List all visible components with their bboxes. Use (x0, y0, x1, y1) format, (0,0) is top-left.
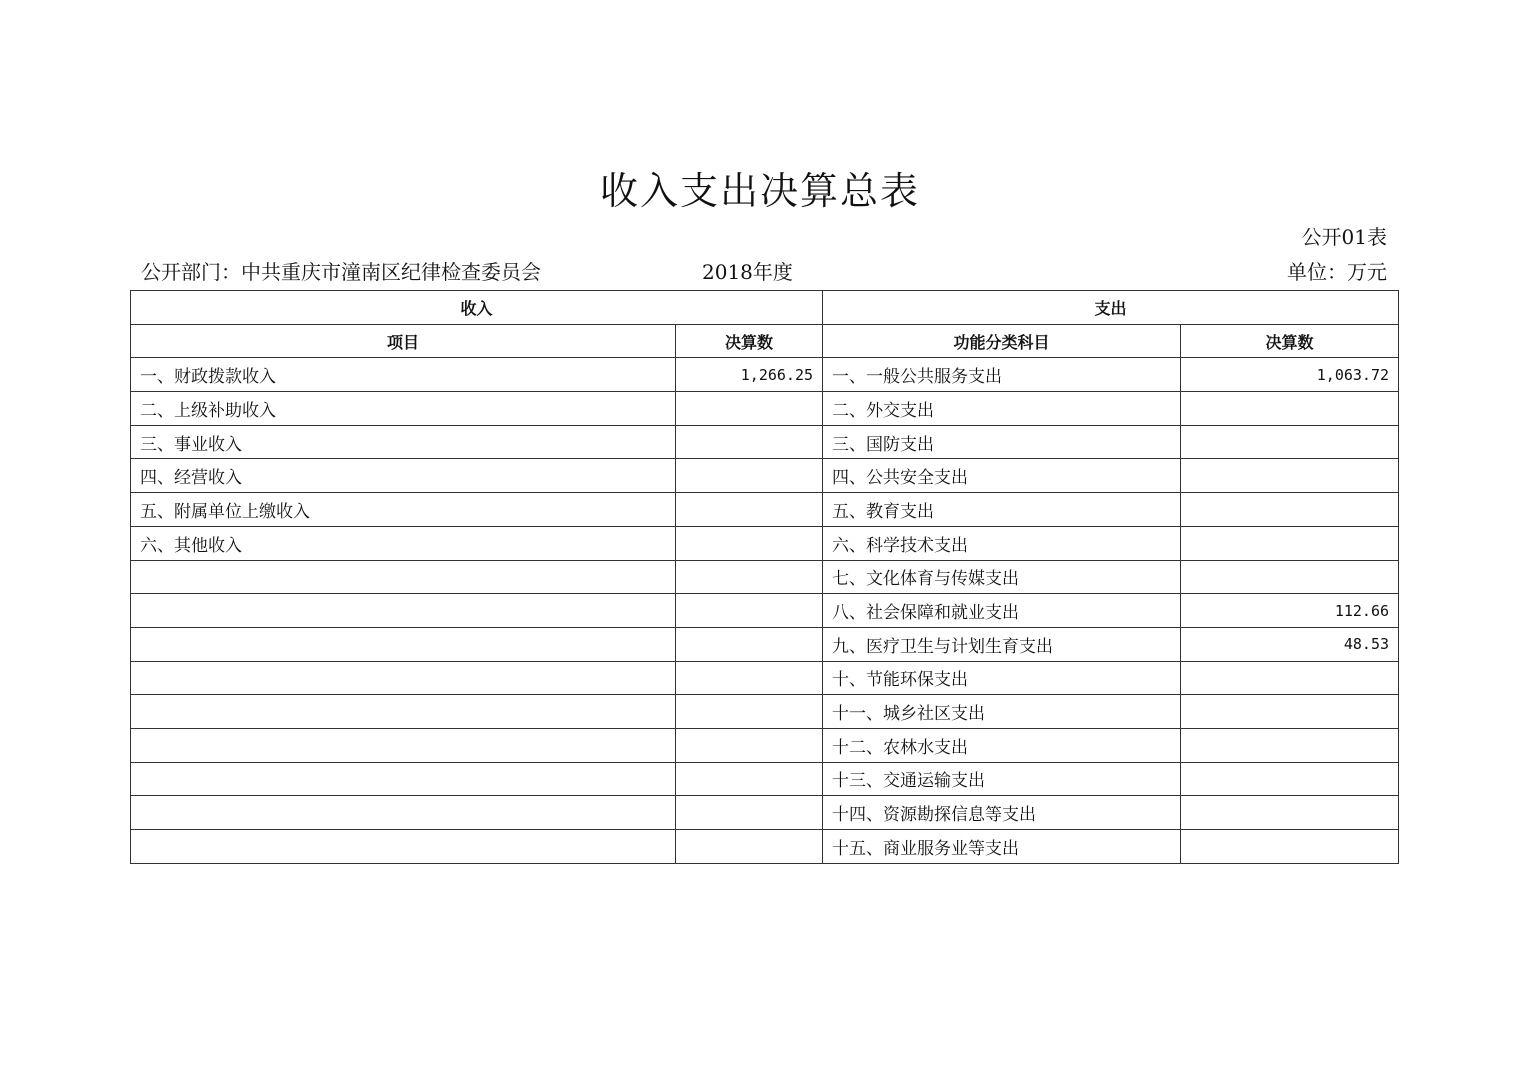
column-header-row (131, 324, 1399, 358)
table-row (131, 661, 1399, 695)
expense-amount-cell (1181, 493, 1399, 527)
table-row (131, 392, 1399, 426)
expense-amount-cell (1181, 796, 1399, 830)
income-amount-cell (676, 560, 823, 594)
income-amount-cell (676, 526, 823, 560)
income-item-cell (131, 627, 676, 661)
income-item-cell: 六、其他收入 (131, 526, 676, 560)
expense-item-cell: 八、社会保障和就业支出 (823, 594, 1181, 628)
income-amount-cell (676, 695, 823, 729)
income-amount-cell (676, 762, 823, 796)
income-amount-cell (676, 796, 823, 830)
income-amount-cell (676, 661, 823, 695)
expense-amount-cell: 48.53 (1181, 627, 1399, 661)
income-amount-cell (676, 425, 823, 459)
income-item-cell: 四、经营收入 (131, 459, 676, 493)
income-item-cell (131, 796, 676, 830)
income-item-header: 项目 (131, 324, 676, 358)
income-item-cell (131, 594, 676, 628)
expense-item-header: 功能分类科目 (823, 324, 1181, 358)
table-row (131, 762, 1399, 796)
income-item-cell (131, 762, 676, 796)
expense-item-cell: 十、节能环保支出 (823, 661, 1181, 695)
income-amount-cell (676, 594, 823, 628)
table-row (131, 627, 1399, 661)
income-amount-cell (676, 392, 823, 426)
expense-item-cell: 九、医疗卫生与计划生育支出 (823, 627, 1181, 661)
expense-item-cell: 十五、商业服务业等支出 (823, 830, 1181, 864)
income-amount-cell (676, 830, 823, 864)
meta-row (141, 259, 1387, 285)
income-amount-header: 决算数 (676, 324, 823, 358)
expense-amount-cell (1181, 459, 1399, 493)
expense-amount-cell (1181, 830, 1399, 864)
fiscal-year: 2018年度 (702, 260, 793, 284)
table-body (131, 358, 1399, 863)
table-row (131, 728, 1399, 762)
expense-amount-cell (1181, 425, 1399, 459)
expense-amount-cell: 112.66 (1181, 594, 1399, 628)
expense-item-cell: 十二、农林水支出 (823, 728, 1181, 762)
table-row (131, 830, 1399, 864)
income-section-header: 收入 (131, 291, 823, 325)
expense-amount-cell (1181, 728, 1399, 762)
income-item-cell (131, 560, 676, 594)
income-amount-cell (676, 627, 823, 661)
expense-amount-header: 决算数 (1181, 324, 1399, 358)
table-row (131, 493, 1399, 527)
income-item-cell (131, 695, 676, 729)
table-row (131, 358, 1399, 392)
expense-item-cell: 十三、交通运输支出 (823, 762, 1181, 796)
expense-amount-cell (1181, 392, 1399, 426)
expense-item-cell: 一、一般公共服务支出 (823, 358, 1181, 392)
table-row (131, 560, 1399, 594)
table-row (131, 695, 1399, 729)
expense-amount-cell (1181, 695, 1399, 729)
expense-item-cell: 七、文化体育与传媒支出 (823, 560, 1181, 594)
section-header-row (131, 291, 1399, 325)
income-item-cell (131, 830, 676, 864)
expense-item-cell: 三、国防支出 (823, 425, 1181, 459)
expense-item-cell: 六、科学技术支出 (823, 526, 1181, 560)
income-amount-cell: 1,266.25 (676, 358, 823, 392)
table-row (131, 459, 1399, 493)
expense-section-header: 支出 (823, 291, 1399, 325)
expense-item-cell: 四、公共安全支出 (823, 459, 1181, 493)
income-item-cell: 三、事业收入 (131, 425, 676, 459)
table-row (131, 796, 1399, 830)
expense-amount-cell (1181, 560, 1399, 594)
income-amount-cell (676, 493, 823, 527)
income-item-cell: 五、附属单位上缴收入 (131, 493, 676, 527)
income-item-cell: 二、上级补助收入 (131, 392, 676, 426)
table-row (131, 594, 1399, 628)
form-number: 公开01表 (1301, 225, 1387, 249)
expense-amount-cell: 1,063.72 (1181, 358, 1399, 392)
expense-amount-cell (1181, 526, 1399, 560)
income-item-cell (131, 661, 676, 695)
income-amount-cell (676, 728, 823, 762)
expense-amount-cell (1181, 661, 1399, 695)
page-title: 收入支出决算总表 (599, 169, 920, 213)
table-row (131, 425, 1399, 459)
unit-label: 单位：万元 (1287, 260, 1387, 284)
expense-amount-cell (1181, 762, 1399, 796)
income-item-cell: 一、财政拨款收入 (131, 358, 676, 392)
expense-item-cell: 十一、城乡社区支出 (823, 695, 1181, 729)
budget-table (130, 290, 1399, 864)
expense-item-cell: 二、外交支出 (823, 392, 1181, 426)
table-row (131, 526, 1399, 560)
expense-item-cell: 五、教育支出 (823, 493, 1181, 527)
department-label: 公开部门：中共重庆市潼南区纪律检查委员会 (141, 260, 541, 284)
income-amount-cell (676, 459, 823, 493)
expense-item-cell: 十四、资源勘探信息等支出 (823, 796, 1181, 830)
income-item-cell (131, 728, 676, 762)
